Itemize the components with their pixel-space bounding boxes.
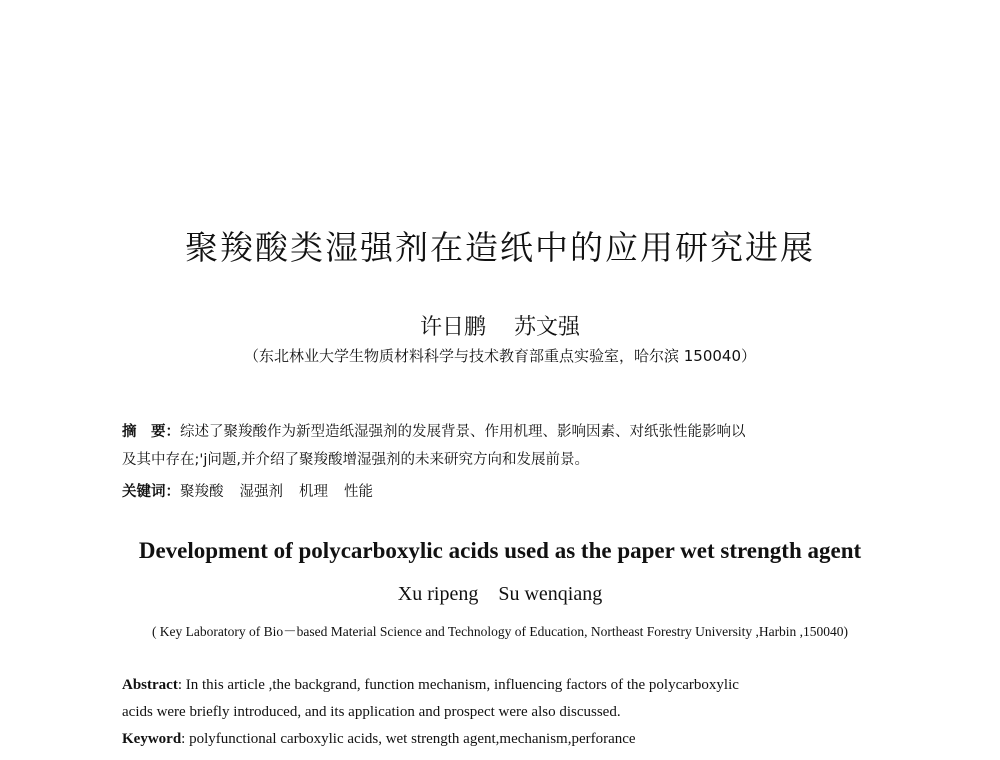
chinese-title: 聚羧酸类湿强剂在造纸中的应用研究进展 [185,228,815,267]
english-abstract-label: Abstract [122,677,178,693]
chinese-keyword-2: 湿强剂 [239,484,283,500]
english-keywords [122,726,882,753]
chinese-author-2: 苏文强 [514,315,581,340]
chinese-keyword-1: 聚羧酸 [180,484,224,500]
english-abstract [122,672,882,726]
chinese-abstract [122,418,882,474]
chinese-authors [0,310,1000,341]
english-abstract-line-1: : In this article ,the backgrand, function mechanism, influencing factors of the polycarboxylic [177,677,739,693]
english-keywords-label: Keyword [122,731,182,747]
chinese-keywords-label: 关键词： [122,484,180,500]
chinese-abstract-line-2: 及其中存在;'j问题,并介绍了聚羧酸增湿强剂的未来研究方向和发展前景。 [122,452,590,468]
chinese-keywords [122,478,882,506]
chinese-keyword-3: 机理 [299,484,328,500]
english-abstract-line-2: acids were briefly introduced, and its application and prospect were also discussed. [122,704,621,720]
chinese-affiliation: （东北林业大学生物质材料科学与技术教育部重点实验室，哈尔滨 150040） [243,347,757,365]
chinese-abstract-line-1: 综述了聚羧酸作为新型造纸湿强剂的发展背景、作用机理、影响因素、对纸张性能影响以 [180,424,746,440]
english-author-1: Xu ripeng [397,583,479,605]
english-title: Development of polycarboxylic acids used as the paper wet strength agent [138,538,862,563]
english-authors [0,583,1000,606]
chinese-abstract-label: 摘 要： [122,424,180,440]
english-affiliation: ( Key Laboratory of Bio－based Material Science and Technology of Education, Northeast Forestry University ,Harbin ,150040) [151,624,849,639]
chinese-keyword-4: 性能 [344,484,373,500]
english-keywords-text: : polyfunctional carboxylic acids, wet strength agent,mechanism,perforance [181,731,636,747]
english-author-2: Su wenqiang [498,583,603,605]
chinese-author-1: 许日鹏 [419,315,486,340]
